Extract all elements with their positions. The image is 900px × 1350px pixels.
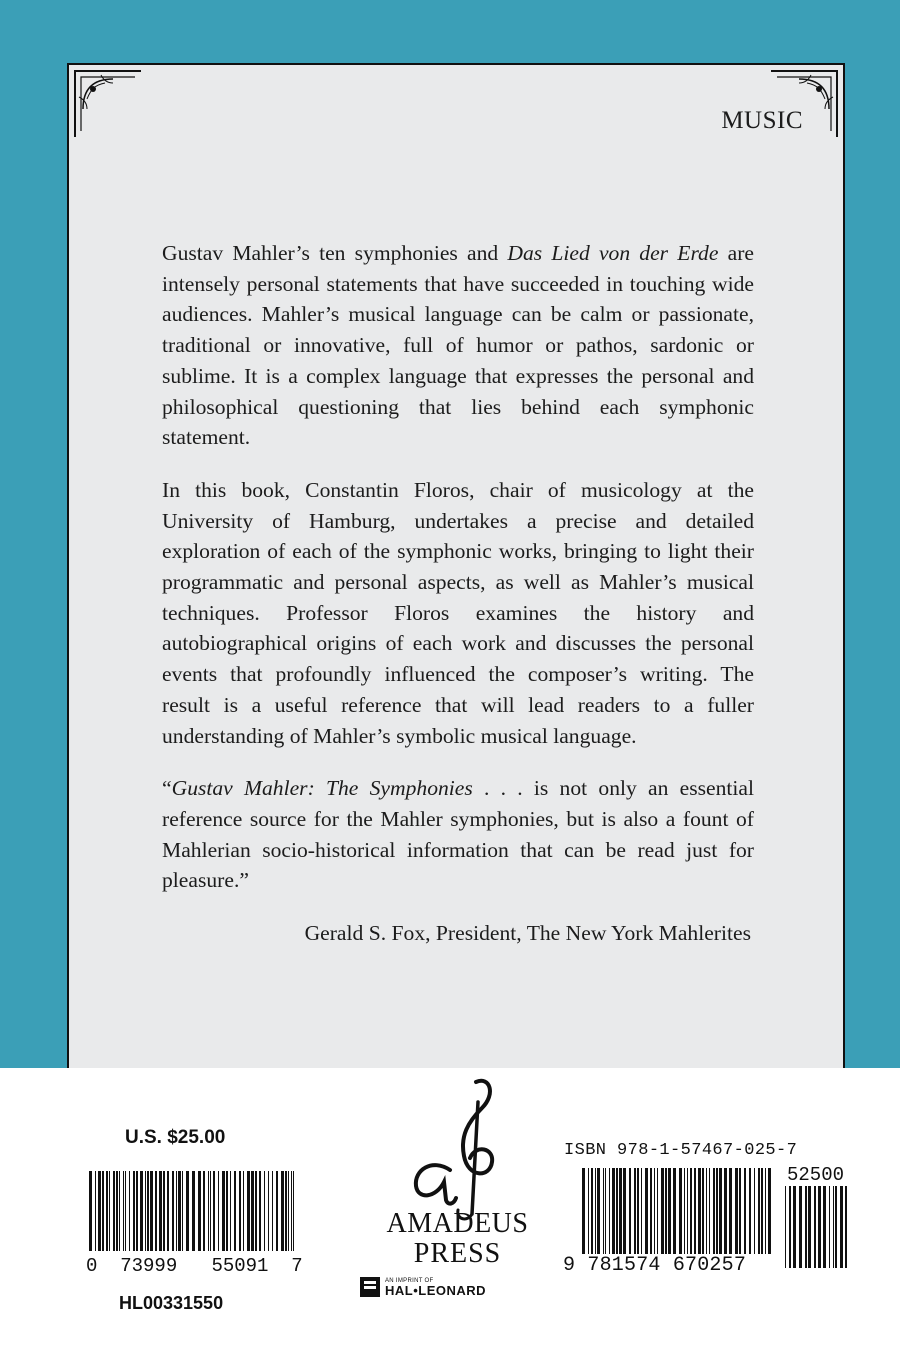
barcode-bar [102,1171,104,1251]
barcode-bar [203,1171,205,1251]
barcode-bar [89,1171,92,1251]
barcode-bar [789,1186,791,1268]
barcode-bar [637,1168,639,1254]
description-paragraph-2: In this book, Constantin Floros, chair of musicology at the University of Hamburg, undertakes a precise and detailed exploration of each of the symphonic works, bringing to light their programmatic and personal aspects, as well as Mahler’s musical techniques. Professor Floros examines the history and autobiographical origins of each work and discusses the personal events that profoundly influenced the composer’s writing. The result is a useful reference that will lead readers to a fuller understanding of Mahler’s symbolic musical language. [162,477,754,748]
barcode-bar [650,1168,652,1254]
barcode-bar [716,1168,718,1254]
barcode-bar [159,1171,162,1251]
barcode-bar [239,1171,241,1251]
barcode-bar [255,1171,257,1251]
upc-digits: 0 73999 55091 7 [86,1255,303,1277]
barcode-bar [744,1168,746,1254]
barcode-bar [612,1168,615,1254]
hal-leonard-logo-icon [360,1277,380,1297]
barcode-bar [582,1168,585,1254]
publisher-name-line1: AMADEUS [386,1208,529,1239]
barcode-bar [150,1171,153,1251]
barcode-bar [729,1168,732,1254]
barcode-bar [109,1171,110,1251]
barcode-bar [739,1168,741,1254]
barcode-bar [281,1171,284,1251]
cover-text-panel [67,63,845,1068]
barcode-bar [758,1168,760,1254]
barcode-bar [113,1171,115,1251]
barcode-bar [818,1186,821,1268]
barcode-bar [687,1168,688,1254]
quote-title-italic: Gustav Mahler: The Symphonies [171,776,473,801]
barcode-bar [226,1171,228,1251]
back-cover-copy [162,238,754,971]
barcode-strip [0,1068,900,1350]
barcode-bar [724,1168,727,1254]
barcode-bar [218,1171,219,1251]
barcode-bar [178,1171,181,1251]
barcode-bar [619,1168,622,1254]
barcode-bar [845,1186,847,1268]
barcode-bar [706,1168,707,1254]
barcode-bar [95,1171,96,1251]
barcode-bar [186,1171,189,1251]
isbn-barcode [580,1168,775,1268]
barcode-bar [835,1186,837,1268]
barcode-bar [182,1171,183,1251]
barcode-bar [735,1168,738,1254]
barcode-bar [814,1186,816,1268]
barcode-bar [761,1168,763,1254]
barcode-bar [259,1171,261,1251]
barcode-bar [823,1186,826,1268]
barcode-bar [661,1168,664,1254]
isbn-label: ISBN 978-1-57467-025-7 [564,1141,798,1160]
barcode-bar [679,1168,682,1254]
barcode-bar [198,1171,201,1251]
barcode-bar [176,1171,177,1251]
barcode-bar [623,1168,626,1254]
barcode-bar [119,1171,120,1251]
barcode-bar [136,1171,138,1251]
barcode-bar [230,1171,231,1251]
quote-attribution: Gerald S. Fox, President, The New York Mahlerites [304,921,751,946]
product-code: HL00331550 [119,1293,224,1313]
barcode-bar [690,1168,692,1254]
barcode-bar [641,1168,642,1254]
imprint-name: HAL•LEONARD [385,1282,487,1298]
barcode-bar [654,1168,655,1254]
price-addon-barcode [783,1186,850,1268]
barcode-bar [793,1186,796,1268]
barcode-bar [645,1168,648,1254]
barcode-bar [713,1168,715,1254]
imprint-label: AN IMPRINT OF [385,1277,434,1284]
barcode-bar [288,1171,289,1251]
barcode-bar [133,1171,135,1251]
barcode-bar [234,1171,236,1251]
barcode-bar [276,1171,278,1251]
barcode-bar [129,1171,130,1251]
barcode-bar [243,1171,244,1251]
ean-digits: 9 781574 670257 [563,1254,747,1277]
barcode-bar [698,1168,701,1254]
barcode-bar [785,1186,786,1268]
barcode-bar [264,1171,265,1251]
barcode-bar [106,1171,108,1251]
barcode-bar [588,1168,589,1254]
barcode-bar [251,1171,254,1251]
barcode-bar [702,1168,704,1254]
barcode-bar [709,1168,710,1254]
barcode-bar [147,1171,149,1251]
barcode-bar [268,1171,269,1251]
barcode-bar [222,1171,225,1251]
barcode-bar [768,1168,771,1254]
description-paragraph-1: Gustav Mahler’s ten symphonies and Das Lied von der Erde are intensely personal statements that have succeeded in touching wide audiences. Mahler’s musical language can be calm or passionate, traditional or innovative, full of humor or pathos, sardonic or sublime. It is a complex language that expresses the personal and philosophical questioning that lies behind each symphonic statement. [162,241,754,450]
barcode-bar [829,1186,830,1268]
barcode-bar [668,1168,671,1254]
barcode-bar [805,1186,807,1268]
barcode-bar [799,1186,802,1268]
barcode-bar [595,1168,596,1254]
barcode-bar [609,1168,610,1254]
barcode-bar [272,1171,273,1251]
ornament-corner-icon [73,69,143,139]
upc-barcode [87,1171,298,1266]
barcode-bar [665,1168,667,1254]
review-quote: “Gustav Mahler: The Symphonies . . . is not only an essential reference source for the Mahler symphonies, but is also a fount of Mahlerian socio-historical information that can be read just for pleasure.” [162,776,754,893]
price-label: U.S. $25.00 [125,1127,226,1148]
barcode-bar [247,1171,250,1251]
barcode-bar [808,1186,811,1268]
barcode-bar [833,1186,834,1268]
barcode-bar [605,1168,606,1254]
barcode-bar [192,1171,195,1251]
barcode-bar [684,1168,685,1254]
barcode-bar [591,1168,593,1254]
barcode-bar [285,1171,287,1251]
publisher-name-line2: PRESS [413,1238,502,1269]
barcode-bar [634,1168,636,1254]
barcode-bar [840,1186,843,1268]
barcode-bar [293,1171,294,1251]
barcode-bar [140,1171,143,1251]
barcode-bar [98,1171,101,1251]
hal-leonard-imprint [360,1276,530,1298]
barcode-bar [163,1171,165,1251]
barcode-bar [155,1171,157,1251]
barcode-bar [145,1171,146,1251]
amadeus-treble-clef-logo-icon [398,1074,513,1224]
barcode-bar [765,1168,766,1254]
barcode-bar [291,1171,292,1251]
barcode-bar [125,1171,126,1251]
barcode-bar [116,1171,118,1251]
title-italic: Das Lied von der Erde [507,241,719,265]
barcode-bar [719,1168,722,1254]
barcode-bar [213,1171,215,1251]
barcode-bar [603,1168,604,1254]
barcode-bar [657,1168,658,1254]
barcode-bar [754,1168,755,1254]
barcode-bar [208,1171,209,1251]
barcode-bar [749,1168,751,1254]
barcode-bar [629,1168,631,1254]
barcode-bar [694,1168,696,1254]
barcode-bar [167,1171,169,1251]
barcode-bar [172,1171,174,1251]
barcode-bar [597,1168,600,1254]
barcode-bar [123,1171,124,1251]
category-label: MUSIC [721,107,803,134]
barcode-bar [673,1168,676,1254]
barcode-bar [210,1171,211,1251]
price-addon-digits: 52500 [787,1164,845,1186]
barcode-bar [616,1168,618,1254]
